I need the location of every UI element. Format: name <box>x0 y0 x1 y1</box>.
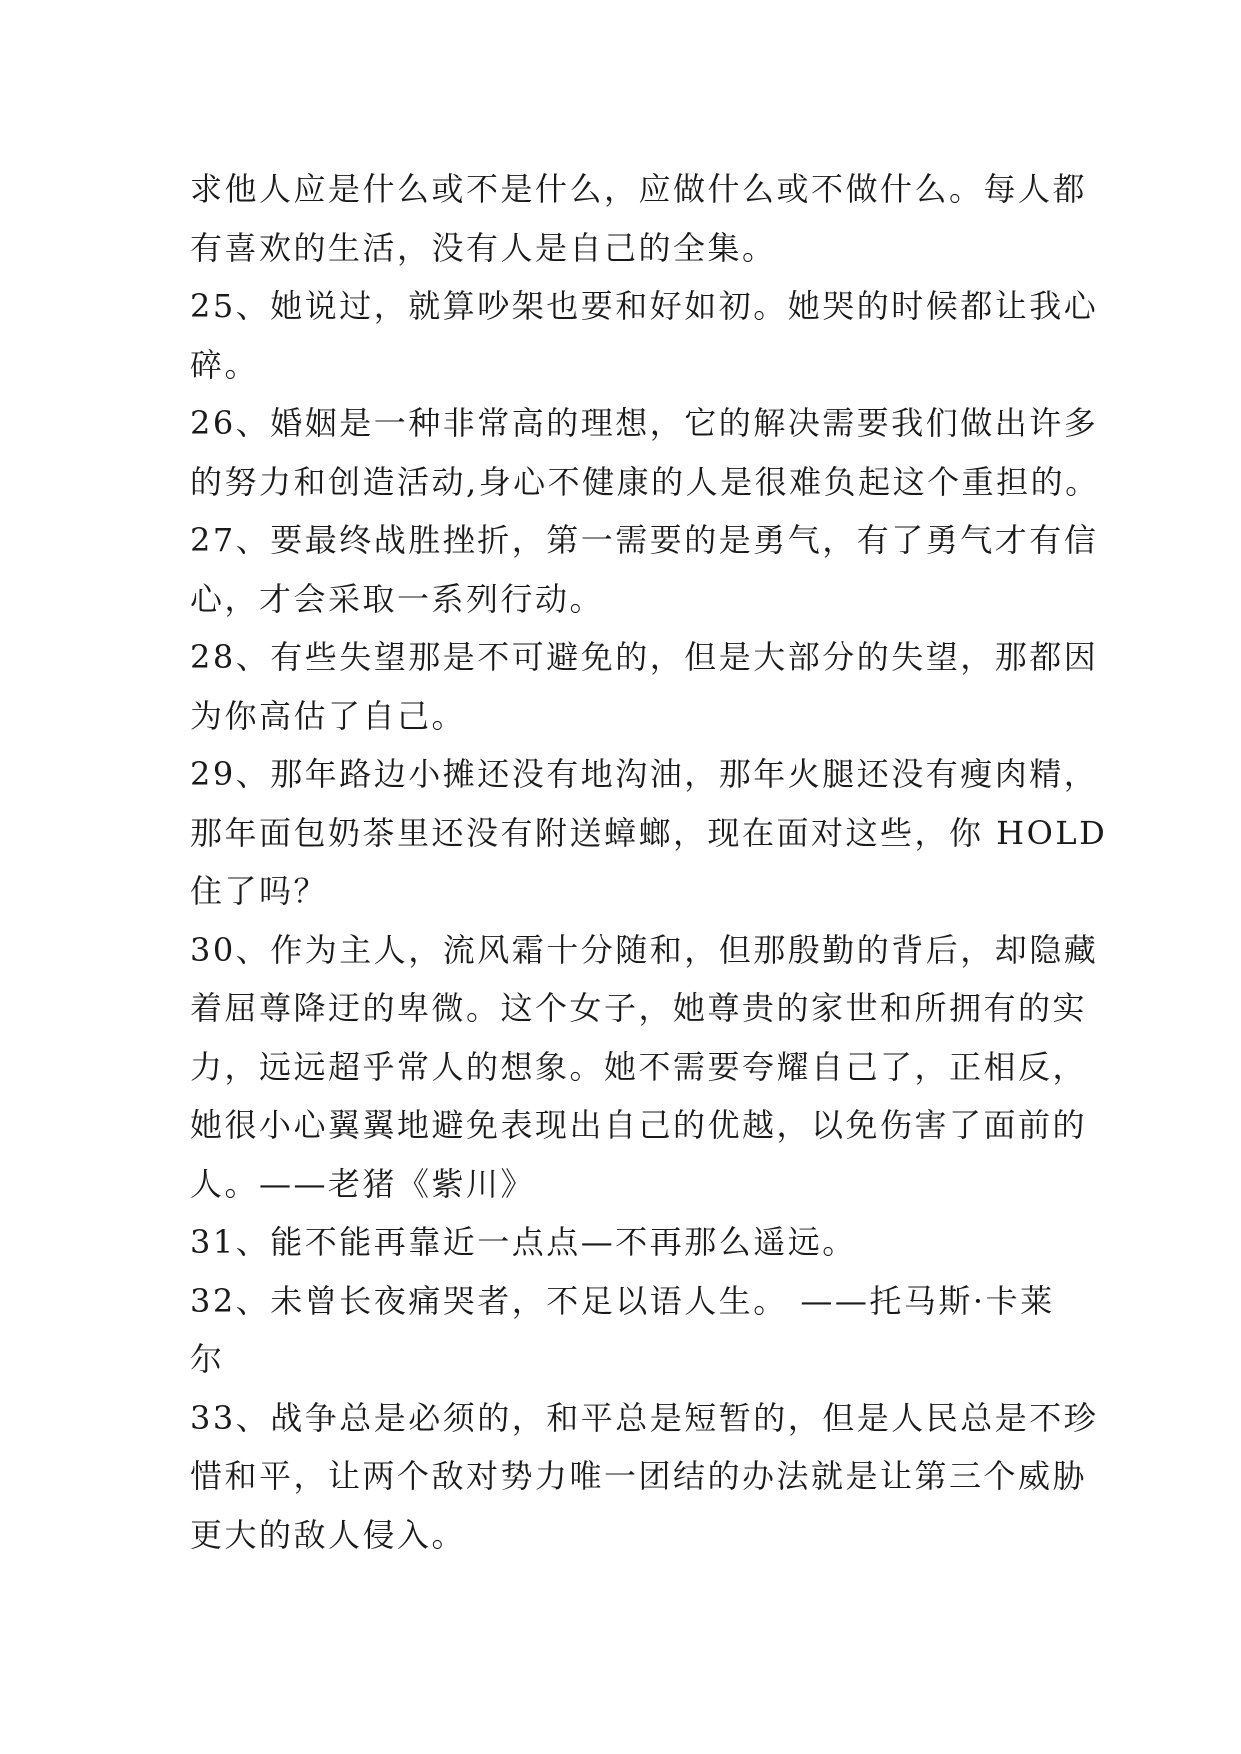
text-line: 有喜欢的生活，没有人是自己的全集。 <box>190 228 777 267</box>
document-body <box>190 160 1108 1564</box>
text-line: 25、她说过，就算吵架也要和好如初。她哭的时候都让我心 <box>190 287 1099 325</box>
text-line: 26、婚姻是一种非常高的理想，它的解决需要我们做出许多 <box>190 404 1099 442</box>
text-line: 着屈尊降迂的卑微。这个女子，她尊贵的家世和所拥有的实 <box>190 989 1088 1027</box>
text-line: 尔 <box>190 1340 225 1378</box>
text-line: 力，远远超乎常人的想象。她不需要夸耀自己了，正相反， <box>190 1047 1088 1086</box>
text-line: 30、作为主人，流风霜十分随和，但那殷勤的背后，却隐藏 <box>190 930 1099 969</box>
text-line: 29、那年路边小摊还没有地沟油，那年火腿还没有瘦肉精， <box>190 755 1099 793</box>
text-line: 为你高估了自己。 <box>190 696 467 735</box>
text-line: 她很小心翼翼地避免表现出自己的优越，以免伤害了面前的 <box>190 1106 1088 1144</box>
text-line: 28、有些失望那是不可避免的，但是大部分的失望，那都因 <box>190 638 1099 676</box>
text-line: 人。——老猪《紫川》 <box>190 1164 536 1203</box>
text-line: 更大的敌人侵入。 <box>190 1515 467 1554</box>
text-line: 31、能不能再靠近一点点—不再那么遥远。 <box>190 1223 857 1261</box>
text-line: 27、要最终战胜挫折，第一需要的是勇气，有了勇气才有信 <box>190 521 1099 559</box>
text-line: 碎。 <box>190 345 260 384</box>
text-line: 32、未曾长夜痛哭者，不足以语人生。 ——托马斯·卡莱 <box>190 1281 1055 1320</box>
text-line: 惜和平，让两个敌对势力唯一团结的办法就是让第三个威胁 <box>190 1457 1088 1495</box>
text-line: 那年面包奶茶里还没有附送蟑螂，现在面对这些，你 HOLD <box>190 813 1108 852</box>
text-line: 心，才会采取一系列行动。 <box>190 579 605 618</box>
text-line: 住了吗？ <box>190 872 329 910</box>
text-line: 的努力和创造活动,身心不健康的人是很难负起这个重担的。 <box>190 462 1100 501</box>
text-line: 33、战争总是必须的，和平总是短暂的，但是人民总是不珍 <box>190 1398 1099 1437</box>
text-line: 求他人应是什么或不是什么，应做什么或不做什么。每人都 <box>190 170 1088 208</box>
